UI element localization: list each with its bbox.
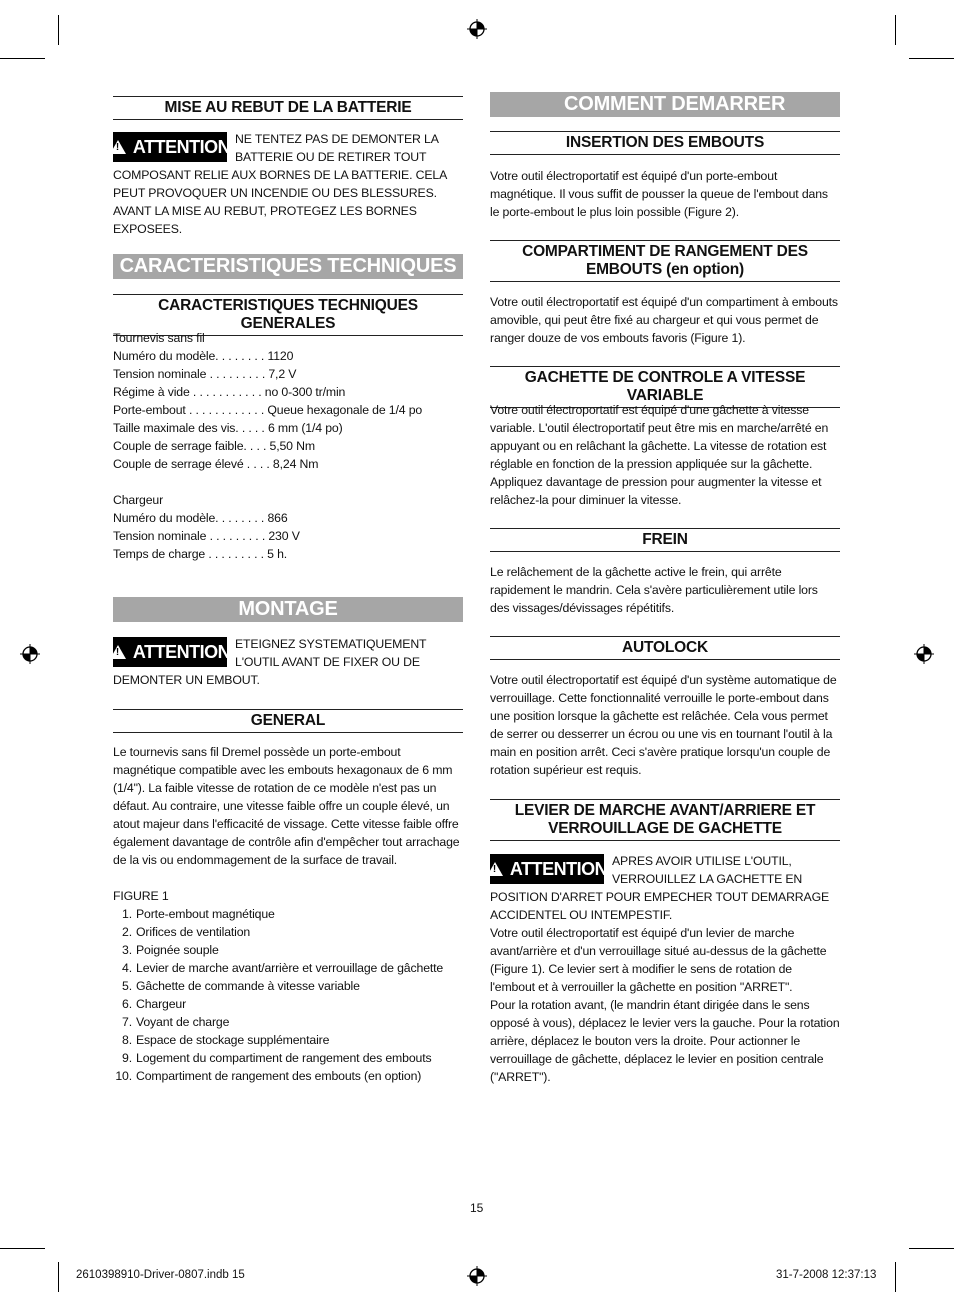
attention-badge: ! ATTENTION xyxy=(113,637,227,667)
brake-heading: FREIN xyxy=(490,528,840,552)
battery-warning-text: NE TENTEZ PAS DE DEMONTER LA BATTERIE OU DE RETIRER TOUT COMPOSANT RELIE AUX BORNES DE LA BATTERIE. CELA PEUT PROVOQUER UN INCENDIE OU DES BLESSURES. AVANT LA MISE AU REBUT, PROTEGEZ LES BORNES EXPOSEES. xyxy=(113,132,447,236)
charger-specs xyxy=(113,491,463,563)
general-heading: GENERAL xyxy=(113,709,463,733)
list-item-text: Voyant de charge xyxy=(136,1015,230,1029)
crop-mark xyxy=(0,1248,45,1249)
autolock-text: Votre outil électroportatif est équipé d'un système automatique de verrouillage. Cette fonctionnalité verrouille le porte-embout dans une position lorsque la gâchette est relâchée. Cela vous permet de serrer ou desserrer un écrou ou une vis en tournant l'outil à la main en position arrêt. Ceci s'avère pratique lorsqu'un couple de rotation supérieur est requis. xyxy=(490,673,837,777)
list-item xyxy=(113,977,463,995)
list-item-text: Compartiment de rangement des embouts (en option) xyxy=(136,1069,422,1083)
insertion-text: Votre outil électroportatif est équipé d'un porte-embout magnétique. Il vous suffit de pousser la queue de l'embout dans le porte-embout le plus loin possible (Figure 2). xyxy=(490,169,828,219)
list-item xyxy=(113,959,463,977)
spec-line: Taille maximale des vis. . . . . 6 mm (1/4 po) xyxy=(113,421,343,435)
list-item xyxy=(113,1013,463,1031)
trigger-text: Votre outil électroportatif est équipé d'une gâchette à vitesse variable. L'outil électroportatif peut être mis en marche/arrêté en appuyant ou en relâchant la gâchette. La vitesse de rotation est réglable en fonction de la pression appliquée sur la gâchette. Appliquez davantage de pression pour augmenter la vitesse et relâchez-la pour diminuer la vitesse. xyxy=(490,403,829,507)
crop-mark xyxy=(895,15,896,45)
montage-warning xyxy=(113,635,463,689)
crop-mark xyxy=(895,1262,896,1292)
list-item-text: Chargeur xyxy=(136,997,187,1011)
footer-date: 31-7-2008 12:37:13 xyxy=(776,1269,877,1281)
list-item-text: Logement du compartiment de rangement des embouts xyxy=(136,1051,432,1065)
compartment-heading: COMPARTIMENT DE RANGEMENT DES EMBOUTS (en option) xyxy=(490,240,840,282)
list-item-number: 7. xyxy=(122,1015,132,1029)
registration-mark-icon xyxy=(20,644,40,664)
list-item xyxy=(113,923,463,941)
page-number: 15 xyxy=(470,1201,484,1215)
spec-line: Tension nominale . . . . . . . . . 230 V xyxy=(113,529,300,543)
list-item xyxy=(113,1031,463,1049)
list-item-number: 5. xyxy=(122,979,132,993)
warning-icon: ! xyxy=(487,862,503,876)
spec-line: Porte-embout . . . . . . . . . . . . Queue hexagonale de 1/4 po xyxy=(113,403,423,417)
crop-mark xyxy=(909,58,954,59)
registration-mark-icon xyxy=(467,19,487,39)
list-item-number: 3. xyxy=(122,943,132,957)
compartment-text: Votre outil électroportatif est équipé d'un compartiment à embouts amovible, qui peut être fixé au chargeur et qui vous permet de ranger douze de vos embouts favoris (Figure 1). xyxy=(490,295,838,345)
crop-mark xyxy=(58,1262,59,1292)
warning-icon: ! xyxy=(110,140,126,154)
list-item-number: 9. xyxy=(122,1051,132,1065)
list-item-text: Gâchette de commande à vitesse variable xyxy=(136,979,360,993)
figure-list xyxy=(113,905,463,1085)
autolock-heading: AUTOLOCK xyxy=(490,636,840,660)
spec-line: Tournevis sans fil xyxy=(113,331,205,345)
list-item xyxy=(113,1067,463,1085)
lever-warning-text: APRES AVOIR UTILISE L'OUTIL, VERROUILLEZ LA GACHETTE EN POSITION D'ARRET POUR EMPECHER TOUT DEMARRAGE ACCIDENTEL OU INTEMPESTIF. xyxy=(490,854,830,922)
registration-mark-icon xyxy=(914,644,934,664)
list-item xyxy=(113,995,463,1013)
spec-line: Couple de serrage élevé . . . . 8,24 Nm xyxy=(113,457,319,471)
registration-mark-icon xyxy=(467,1266,487,1286)
general-text: Le tournevis sans fil Dremel possède un porte-embout magnétique compatible avec les embouts hexagonaux de 6 mm (1/4"). La faible vitesse de rotation de ce modèle n'est pas un défaut. Au contraire, une vitesse faible offre un couple élevé, un atout majeur dans l'efficacité de vissage. Cette vitesse faible offre également davantage de contrôle afin d'empêcher tout arrachage de la vis ou endommagement de la surface de travail. xyxy=(113,745,460,867)
lever-warning xyxy=(490,852,840,924)
lever-text-1: Votre outil électroportatif est équipé d'un levier de marche avant/arrière et d'un verrouillage situé au-dessus de la gâchette (Figure 1). Ce levier sert à modifier le sens de rotation de l'embout et à verrouiller la gâchette en position "ARRET". xyxy=(490,926,827,994)
lever-heading: LEVIER DE MARCHE AVANT/ARRIERE ET VERROUILLAGE DE GACHETTE xyxy=(490,799,840,841)
trigger-heading: GACHETTE DE CONTROLE A VITESSE VARIABLE xyxy=(490,366,840,408)
spec-line: Temps de charge . . . . . . . . . 5 h. xyxy=(113,547,288,561)
figure-items xyxy=(113,905,463,1085)
list-item-number: 1. xyxy=(122,907,132,921)
montage-band: MONTAGE xyxy=(113,597,463,622)
figure-title: FIGURE 1 xyxy=(113,889,169,903)
list-item-text: Porte-embout magnétique xyxy=(136,907,275,921)
montage-warning-text: ETEIGNEZ SYSTEMATIQUEMENT L'OUTIL AVANT DE FIXER OU DE DEMONTER UN EMBOUT. xyxy=(113,637,427,687)
list-item xyxy=(113,1049,463,1067)
spec-line: Numéro du modèle. . . . . . . . 1120 xyxy=(113,349,294,363)
insertion-heading: INSERTION DES EMBOUTS xyxy=(490,131,840,155)
list-item xyxy=(113,905,463,923)
crop-mark xyxy=(909,1248,954,1249)
specs-band: CARACTERISTIQUES TECHNIQUES xyxy=(113,254,463,279)
list-item-text: Espace de stockage supplémentaire xyxy=(136,1033,330,1047)
list-item-number: 8. xyxy=(122,1033,132,1047)
tool-specs xyxy=(113,329,463,473)
attention-badge: ! ATTENTION xyxy=(490,854,604,884)
brake-text: Le relâchement de la gâchette active le frein, qui arrête rapidement le mandrin. Cela s'avère particulièrement utile lors des vissages/dévissages répétitifs. xyxy=(490,565,818,615)
attention-badge: ! ATTENTION xyxy=(113,132,227,162)
crop-mark xyxy=(58,15,59,45)
battery-heading: MISE AU REBUT DE LA BATTERIE xyxy=(113,96,463,120)
spec-line: Régime à vide . . . . . . . . . . . no 0-300 tr/min xyxy=(113,385,346,399)
spec-line: Tension nominale . . . . . . . . . 7,2 V xyxy=(113,367,297,381)
specs-heading: CARACTERISTIQUES TECHNIQUES GENERALES xyxy=(113,294,463,336)
warning-icon: ! xyxy=(110,645,126,659)
spec-line: Numéro du modèle. . . . . . . . 866 xyxy=(113,511,288,525)
list-item-number: 2. xyxy=(122,925,132,939)
footer-file: 2610398910-Driver-0807.indb 15 xyxy=(76,1269,245,1281)
list-item-text: Orifices de ventilation xyxy=(136,925,251,939)
list-item-number: 10. xyxy=(115,1069,132,1083)
spec-line: Couple de serrage faible. . . . 5,50 Nm xyxy=(113,439,315,453)
list-item xyxy=(113,941,463,959)
crop-mark xyxy=(0,58,45,59)
start-band: COMMENT DEMARRER xyxy=(490,92,840,117)
list-item-number: 6. xyxy=(122,997,132,1011)
list-item-text: Levier de marche avant/arrière et verrouillage de gâchette xyxy=(136,961,444,975)
spec-line: Chargeur xyxy=(113,493,164,507)
list-item-text: Poignée souple xyxy=(136,943,219,957)
battery-warning xyxy=(113,130,463,238)
list-item-number: 4. xyxy=(122,961,132,975)
lever-text-2: Pour la rotation avant, (le mandrin étant dirigée dans le sens opposé à vous), déplacez le levier vers la gauche. Pour la rotation arrière, déplacez le bouton vers la droite. Pour actionner le verrouillage de gâchette, déplacez le levier en position centrale ("ARRET"). xyxy=(490,998,840,1084)
